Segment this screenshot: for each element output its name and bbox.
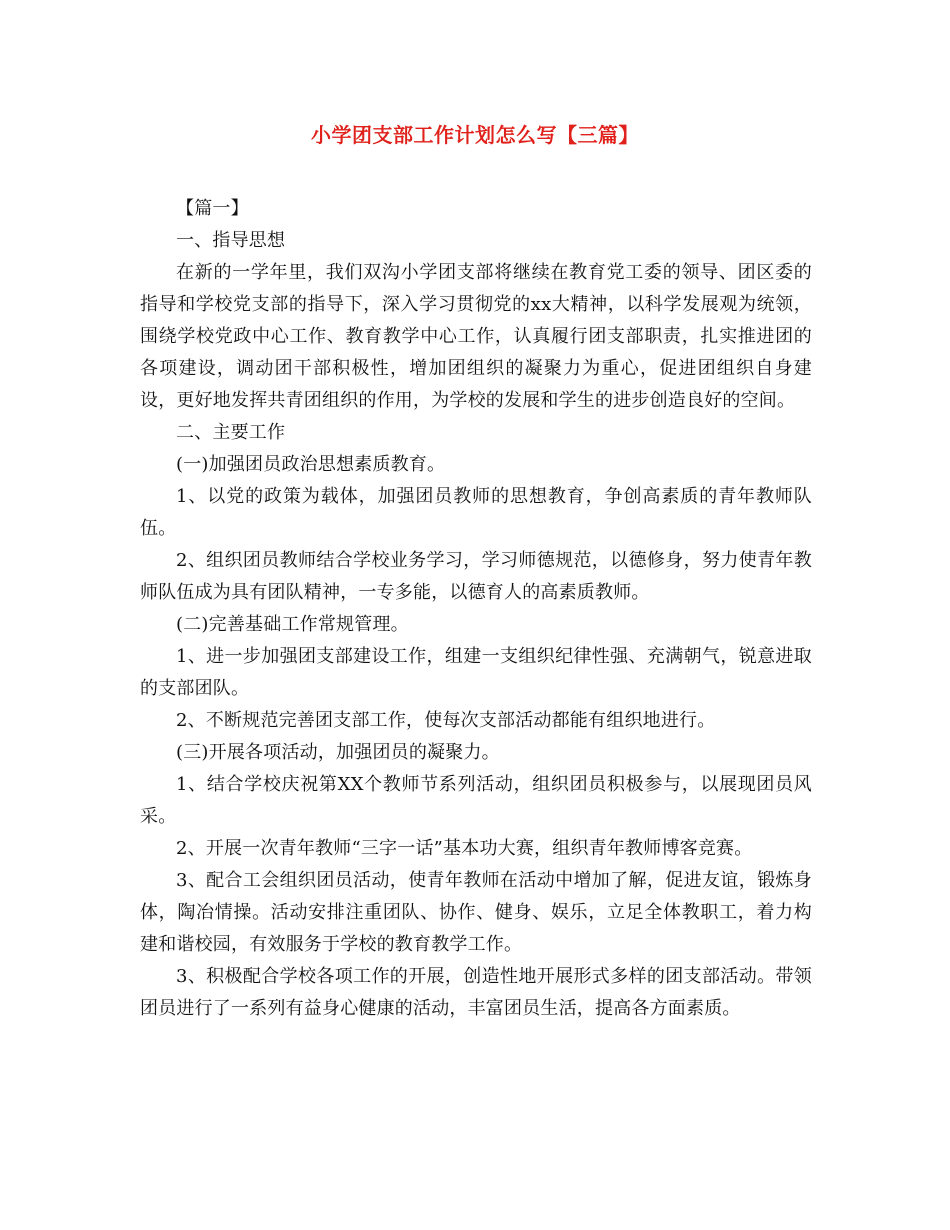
document-title: 小学团支部工作计划怎么写【三篇】: [311, 123, 639, 147]
list-item: 2、组织团员教师结合学校业务学习，学习师德规范，以德修身，努力使青年教师队伍成为具有团队精神，一专多能，以德育人的高素质教师。: [140, 550, 812, 603]
subheading-routine-management: (二)完善基础工作常规管理。: [176, 614, 409, 635]
list-item: 1、结合学校庆祝第XX个教师节系列活动，组织团员积极参与，以展现团员风采。: [140, 774, 812, 827]
list-item: 1、进一步加强团支部建设工作，组建一支组织纪律性强、充满朝气，锐意进取的支部团队。: [140, 646, 812, 699]
heading-main-work: 二、主要工作: [176, 422, 286, 443]
list-item: 2、不断规范完善团支部工作，使每次支部活动都能有组织地进行。: [176, 710, 716, 731]
list-item: 3、积极配合学校各项工作的开展，创造性地开展形式多样的团支部活动。带领团员进行了一系列有益身心健康的活动，丰富团员生活，提高各方面素质。: [140, 966, 812, 1019]
heading-guiding-ideology: 一、指导思想: [176, 230, 286, 251]
list-item: 1、以党的政策为载体，加强团员教师的思想教育，争创高素质的青年教师队伍。: [140, 486, 812, 539]
subheading-activities: (三)开展各项活动，加强团员的凝聚力。: [176, 742, 500, 763]
paragraph-guiding-ideology: 在新的一学年里，我们双沟小学团支部将继续在教育党工委的领导、团区委的指导和学校党支部的指导下，深入学习贯彻党的xx大精神，以科学发展观为统领，围绕学校党政中心工作、教育教学中心工作，认真履行团支部职责，扎实推进团的各项建设，调动团干部积极性，增加团组织的凝聚力为重心，促进团组织自身建设，更好地发挥共青团组织的作用，为学校的发展和学生的进步创造良好的空间。: [140, 262, 812, 411]
list-item: 2、开展一次青年教师“三字一话”基本功大赛，组织青年教师博客竞赛。: [176, 838, 753, 859]
section-heading-part-one: 【篇一】: [176, 198, 249, 219]
document-body: [140, 193, 812, 1025]
subheading-political-education: (一)加强团员政治思想素质教育。: [176, 454, 446, 475]
list-item: 3、配合工会组织团员活动，使青年教师在活动中增加了解，促进友谊，锻炼身体，陶冶情操。活动安排注重团队、协作、健身、娱乐，立足全体教职工，着力构建和谐校园，有效服务于学校的教育教学工作。: [140, 870, 812, 955]
